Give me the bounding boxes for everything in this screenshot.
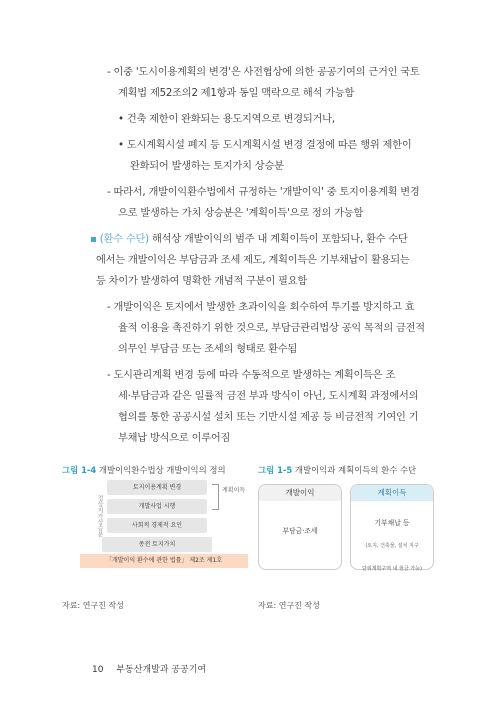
figure-number: 그림 1-4 (62, 465, 97, 475)
column-development-gain (258, 484, 342, 570)
paragraphs2-line: 의무인 부담금 또는 조세의 형태로 환수됨 (118, 344, 298, 355)
paragraphs2-line: 협의를 통한 공공시설 설치 또는 기반시설 제공 등 비금전적 기여인 기 (118, 412, 419, 423)
bracket-mark (212, 484, 219, 510)
paragraphs2-line: 등 차이가 발생하여 명확한 개념적 구분이 필요함 (96, 276, 308, 287)
figure-1-5-diagram (258, 484, 438, 574)
paragraphs-line: 완화되어 발생하는 토지가치 상승분 (130, 161, 284, 172)
paragraphs2-line: - 개발이익은 토지에서 발생한 초과이익을 회수하여 투기를 방지하고 효 (107, 302, 415, 313)
paragraphs2-line: 에서는 개발이익은 부담금과 조세 제도, 계획이득은 기부채납이 활용되는 (96, 255, 410, 266)
bar-plan-change: 토지이용계획 변경 (107, 480, 207, 495)
paragraphs-line: - 이중 '도시이용계획의 변경'은 사전협상에 의한 공공기여의 근거인 국토 (107, 67, 420, 78)
law-reference: 「개발이익 환수에 관한 법률」 제2조 제1호 (80, 554, 248, 568)
paragraphs2-line: - 도시관리계획 변경 등에 따라 수동적으로 발생하는 계획이득은 조 (107, 370, 396, 381)
bar-socioeconomic: 사회적 경제적 요인 (107, 518, 207, 533)
bar-development: 개발사업 시행 (107, 499, 207, 514)
column-note-2: 단위계획구역 내 현금 가능) (362, 566, 422, 572)
paragraph-accent (90, 231, 408, 248)
running-title: 부동산개발과 공공기여 (116, 665, 207, 675)
column-note-1: (토지, 건축물, 설치 지구 (365, 543, 419, 549)
figure-title: 개발이익과 계획이득의 환수 수단 (292, 465, 417, 475)
paragraphs2-line: 부채납 방식으로 이루어짐 (118, 433, 231, 444)
accent-label: (환수 수단) (99, 234, 149, 245)
planning-gain-label: 계획이득 (222, 487, 246, 494)
column-body: 부담금·조세 (282, 527, 318, 535)
column-header: 개발이익 (259, 485, 341, 501)
figure-1-5-source: 자료: 연구진 작성 (258, 601, 320, 610)
figure-title: 개발이익환수법상 개발이익의 정의 (96, 465, 226, 475)
bar-prior-land-value: 종전 토지가치 (102, 537, 212, 552)
column-planning-gain (350, 484, 434, 570)
paragraphs-line: • 건축 제한이 완화되는 용도지역으로 변경되거나, (118, 114, 335, 125)
column-body: 기부채납 등 (374, 519, 410, 527)
figure-1-4-caption (62, 464, 226, 476)
paragraphs2-line: 율적 이용을 촉진하기 위한 것으로, 부담금관리법상 공익 목적의 금전적 (118, 323, 425, 334)
figure-1-4-source: 자료: 연구진 작성 (62, 601, 124, 610)
paragraphs2-line: 세·부담금과 같은 일률적 금전 부과 방식이 아닌, 도시계획 과정에서의 (118, 391, 419, 402)
paragraphs-line: 으로 발생하는 가치 상승분은 '계획이득'으로 정의 가능함 (118, 208, 364, 219)
paragraphs-line: 계획법 제52조의2 제1항과 동일 맥락으로 해석 가능함 (118, 88, 355, 99)
column-header: 계획이득 (351, 485, 433, 501)
bullet-marker: ▪ (90, 234, 97, 245)
paragraphs-line: • 도시계획시설 폐지 등 도시계획시설 변경 결정에 따른 행위 제한이 (118, 140, 412, 151)
page-footer (92, 662, 206, 675)
paragraphs-line: - 따라서, 개발이익환수법에서 규정하는 '개발이익' 중 토지이용계획 변경 (107, 187, 420, 198)
page-number: 10 (92, 665, 104, 675)
figure-number: 그림 1-5 (258, 465, 293, 475)
accent-rest: 해석상 개발이익의 범주 내 계획이득이 포함되나, 환수 수단 (148, 234, 408, 245)
figure-1-5-caption (258, 464, 416, 476)
figure-1-4-diagram (62, 480, 250, 580)
vertical-label: 정상지가상승분 (96, 495, 103, 537)
